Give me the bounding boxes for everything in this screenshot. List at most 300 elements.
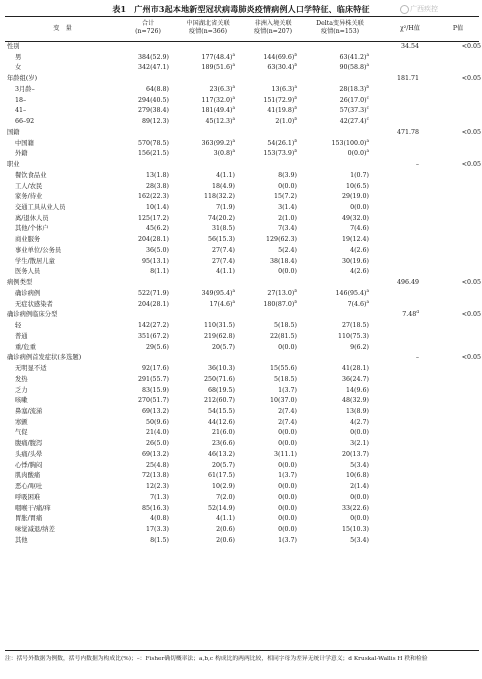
cell-imported xyxy=(235,42,297,53)
table-row xyxy=(5,396,482,407)
cell-imported xyxy=(235,428,297,439)
cell-p xyxy=(419,482,482,493)
cell-hubei xyxy=(169,149,235,160)
row-label-value: 性别 xyxy=(7,43,20,50)
cell-delta xyxy=(297,321,369,332)
cell-delta-value: 4(2.7) xyxy=(350,418,369,426)
cell-total xyxy=(122,407,169,418)
cell-hubei-value: 31(8.5) xyxy=(212,225,235,233)
cell-imported xyxy=(232,63,297,74)
row-label xyxy=(5,450,122,461)
cell-imported xyxy=(235,321,297,332)
row-label xyxy=(5,482,122,493)
cell-delta xyxy=(297,450,369,461)
cell-hubei xyxy=(169,300,235,311)
cell-imported xyxy=(235,235,297,246)
cell-delta-value: 2(1.4) xyxy=(350,483,369,491)
cell-hubei-value: 110(31.5) xyxy=(204,322,235,330)
cell-hubei-superscript: a xyxy=(232,95,235,100)
cell-total-value: 522(71.9) xyxy=(138,289,169,297)
cell-delta-value: 33(22.6) xyxy=(342,504,369,512)
row-label xyxy=(5,128,122,139)
cell-hubei-value: 20(5.7) xyxy=(212,343,235,351)
cell-imported xyxy=(235,332,297,343)
cell-hubei-value: 181(49.4) xyxy=(201,107,233,115)
cell-delta-value: 7(4.6) xyxy=(350,225,369,233)
cell-total-value: 570(78.5) xyxy=(138,139,169,147)
cell-stat xyxy=(369,42,419,53)
cell-delta xyxy=(297,106,369,117)
table-row xyxy=(5,139,482,150)
table-title-text: 广州市3起本地新型冠状病毒肺炎疫情病例人口学特征、临床特征 xyxy=(134,4,370,14)
cell-imported xyxy=(235,482,297,493)
cell-imported xyxy=(235,375,297,386)
cell-stat xyxy=(366,299,419,311)
cell-total-value: 204(28.1) xyxy=(138,236,169,244)
row-label-value: 交通工具从业人员 xyxy=(15,204,66,212)
cell-delta-value: 27(18.5) xyxy=(342,322,369,330)
table-row xyxy=(5,106,482,117)
cell-delta-value: 15(10.3) xyxy=(342,526,369,534)
cell-delta-value: 36(24.7) xyxy=(342,375,369,383)
cell-hubei-value: 4(1.1) xyxy=(216,268,235,276)
cell-delta-value: 146(95.4) xyxy=(335,289,367,297)
cell-total-value: 17(3.3) xyxy=(146,526,169,534)
cell-imported-value: 15(55.6) xyxy=(270,365,297,373)
cell-p-value: <0.05 xyxy=(461,128,481,136)
cell-delta xyxy=(297,149,369,160)
cell-p xyxy=(419,257,482,268)
cell-imported-value: 151(72.9) xyxy=(263,96,295,104)
cell-hubei xyxy=(169,332,235,343)
cell-hubei-superscript: a xyxy=(232,117,235,122)
table-row xyxy=(5,482,482,493)
cell-total xyxy=(122,139,169,150)
cell-hubei xyxy=(169,224,235,235)
row-label-value: 心悸/胸闷 xyxy=(15,461,43,469)
cell-hubei xyxy=(169,171,235,182)
cell-delta-superscript: a xyxy=(366,288,369,293)
cell-imported xyxy=(235,525,297,536)
cell-imported xyxy=(235,160,297,171)
cell-imported xyxy=(232,288,297,300)
cell-imported-value: 38(18.4) xyxy=(270,257,297,265)
cell-total xyxy=(122,192,169,203)
row-label-value: 确诊病例 xyxy=(15,289,41,297)
cell-stat xyxy=(366,63,419,74)
cell-stat xyxy=(369,171,419,182)
cell-hubei xyxy=(169,53,235,64)
table-row xyxy=(5,117,482,128)
bottom-rule xyxy=(5,650,479,651)
cell-total-value: 4(0.8) xyxy=(150,515,169,523)
table-row xyxy=(5,182,482,193)
table-row xyxy=(5,461,482,472)
header-total-2: (n=726) xyxy=(135,28,161,35)
cell-delta-value: 49(32.0) xyxy=(342,214,369,222)
row-label xyxy=(5,214,122,225)
cell-delta-value: 7(4.6) xyxy=(347,300,367,308)
row-label xyxy=(5,74,122,85)
row-label-value: 腹痛/腹泻 xyxy=(15,440,43,448)
table-row xyxy=(5,514,482,525)
cell-imported-superscript: b xyxy=(294,138,297,143)
cell-stat xyxy=(369,418,419,429)
row-label-value: 国籍 xyxy=(7,128,20,136)
cell-imported xyxy=(232,52,297,64)
cell-imported-value: 1(3.7) xyxy=(278,536,297,544)
data-table xyxy=(5,42,482,547)
cell-p xyxy=(419,74,482,85)
cell-hubei xyxy=(169,235,235,246)
section-row xyxy=(5,42,482,53)
cell-hubei-value: 23(6.3) xyxy=(209,85,233,93)
row-label-value: 呼吸困难 xyxy=(15,493,41,501)
cell-hubei-value: 46(13.2) xyxy=(208,450,235,458)
cell-total xyxy=(122,300,169,311)
cell-total-value: 50(9.6) xyxy=(146,418,169,426)
row-label xyxy=(5,192,122,203)
cell-p xyxy=(419,386,482,397)
cell-p-value: <0.05 xyxy=(461,161,481,169)
cell-stat xyxy=(369,461,419,472)
cell-stat xyxy=(369,428,419,439)
cell-hubei-value: 17(4.6) xyxy=(209,300,233,308)
cell-imported-value: 13(6.3) xyxy=(271,85,295,93)
table-row xyxy=(5,364,482,375)
cell-p xyxy=(419,343,482,354)
cell-delta-superscript: c xyxy=(366,95,369,100)
cell-total xyxy=(122,96,169,107)
cell-p xyxy=(419,85,482,96)
cell-total xyxy=(122,482,169,493)
cell-imported-value: 5(18.5) xyxy=(274,375,297,383)
row-label xyxy=(5,53,122,64)
cell-delta-value: 4(2.6) xyxy=(350,268,369,276)
cell-hubei-value: 56(15.3) xyxy=(208,236,235,244)
row-label xyxy=(5,364,122,375)
cell-delta xyxy=(297,471,369,482)
table-header xyxy=(5,17,479,41)
cell-total xyxy=(122,246,169,257)
cell-delta-value: 63(41.2) xyxy=(339,53,367,61)
cell-imported xyxy=(235,182,297,193)
cell-total xyxy=(122,289,169,300)
cell-hubei xyxy=(169,128,235,139)
table-row xyxy=(5,257,482,268)
cell-imported xyxy=(235,278,297,289)
cell-hubei xyxy=(169,106,235,117)
cell-total xyxy=(122,257,169,268)
table-row xyxy=(5,504,482,515)
cell-hubei xyxy=(169,525,235,536)
cell-delta-value: 0(0.0) xyxy=(350,515,369,523)
cell-hubei-value: 27(7.4) xyxy=(212,257,235,265)
cell-total xyxy=(122,461,169,472)
cell-total xyxy=(122,160,169,171)
row-label-value: 轻 xyxy=(15,322,22,330)
cell-p xyxy=(419,428,482,439)
row-label-value: 头痛/头晕 xyxy=(15,450,43,458)
cell-delta xyxy=(297,461,369,472)
cell-stat xyxy=(369,375,419,386)
cell-p xyxy=(419,332,482,343)
cell-stat xyxy=(369,278,419,289)
row-label-value: 胃胀/胃痛 xyxy=(15,515,43,523)
cell-stat-value: – xyxy=(415,161,419,169)
cell-imported-value: 0(0.0) xyxy=(278,483,297,491)
cell-hubei-value: 23(6.6) xyxy=(212,440,235,448)
cell-delta xyxy=(297,418,369,429)
cell-p xyxy=(419,42,482,53)
cell-p xyxy=(419,461,482,472)
cell-imported-superscript: b xyxy=(294,299,297,304)
cell-delta-value: 5(3.4) xyxy=(350,461,369,469)
cell-delta-value: 29(19.0) xyxy=(342,193,369,201)
cell-total-value: 291(55.7) xyxy=(138,375,169,383)
cell-delta-superscript: a xyxy=(366,52,369,57)
cell-total-value: 10(1.4) xyxy=(146,204,169,212)
cell-stat xyxy=(369,235,419,246)
cell-stat xyxy=(366,117,419,128)
table-row xyxy=(5,235,482,246)
table-row xyxy=(5,428,482,439)
cell-stat xyxy=(369,310,419,321)
cell-p xyxy=(419,407,482,418)
cell-delta-value: 57(37.3) xyxy=(339,107,367,115)
table-row xyxy=(5,289,482,300)
cell-hubei-value: 363(99.2) xyxy=(201,139,233,147)
cell-delta-value: 90(58.8) xyxy=(339,64,367,72)
cell-stat xyxy=(369,504,419,515)
header-imported-1: 非洲入境关联 xyxy=(254,20,292,27)
cell-hubei xyxy=(169,407,235,418)
cell-imported-value: 41(19.8) xyxy=(267,107,295,115)
cell-delta-value: 26(17.0) xyxy=(339,96,367,104)
cell-delta xyxy=(297,364,369,375)
cell-delta-value: 153(100.0) xyxy=(331,139,367,147)
row-label-value: 工人/农民 xyxy=(15,182,43,190)
cell-imported xyxy=(235,267,297,278)
cell-delta-value: 42(27.4) xyxy=(339,118,367,126)
cell-total xyxy=(122,106,169,117)
table-row xyxy=(5,149,482,160)
cell-total xyxy=(122,343,169,354)
cell-p xyxy=(419,514,482,525)
row-label-value: 重/危重 xyxy=(15,343,37,351)
cell-stat xyxy=(369,332,419,343)
cell-hubei xyxy=(169,493,235,504)
row-label xyxy=(5,149,122,160)
table-row xyxy=(5,375,482,386)
cell-imported xyxy=(235,203,297,214)
cell-total xyxy=(122,386,169,397)
cell-stat-value: 34.54 xyxy=(400,43,419,50)
cell-hubei-superscript: a xyxy=(232,299,235,304)
cell-hubei xyxy=(169,117,235,128)
cell-hubei xyxy=(169,203,235,214)
cell-total xyxy=(122,375,169,386)
cell-total-value: 351(67.2) xyxy=(138,332,169,340)
cell-delta xyxy=(297,74,369,85)
cell-delta-value: 0(0.0) xyxy=(350,493,369,501)
cell-hubei-value: 10(2.9) xyxy=(212,483,235,491)
cell-p xyxy=(419,310,482,321)
table-row xyxy=(5,85,482,96)
cell-hubei-value: 212(60.7) xyxy=(204,397,235,405)
row-label xyxy=(5,514,122,525)
cell-imported-value: 1(3.7) xyxy=(278,386,297,394)
cell-imported-value: 5(18.5) xyxy=(274,322,297,330)
table-number: 表1 xyxy=(112,4,127,14)
cell-p xyxy=(419,321,482,332)
cell-delta xyxy=(297,96,369,107)
cell-total xyxy=(122,203,169,214)
cell-imported-value: 129(62.3) xyxy=(266,236,297,244)
cell-delta xyxy=(297,514,369,525)
cell-delta-superscript: c xyxy=(366,106,369,111)
row-label xyxy=(5,42,122,53)
header-imported-2: 疫情(n=207) xyxy=(253,28,293,35)
cell-stat xyxy=(369,224,419,235)
row-label-value: 咽喉干/痛/痒 xyxy=(15,504,51,512)
table-row xyxy=(5,300,482,311)
cell-p xyxy=(419,160,482,171)
cell-total-value: 83(15.9) xyxy=(142,386,169,394)
cell-imported-value: 1(3.7) xyxy=(278,472,297,480)
table-row xyxy=(5,53,482,64)
cell-p xyxy=(419,364,482,375)
cell-imported-value: 0(0.0) xyxy=(278,182,297,190)
cell-stat xyxy=(366,95,419,107)
cell-delta-value: 1(0.7) xyxy=(350,171,369,179)
cell-imported xyxy=(232,149,297,160)
row-label-value: 职业 xyxy=(7,161,20,169)
cell-hubei xyxy=(169,343,235,354)
cell-hubei xyxy=(169,278,235,289)
cell-hubei xyxy=(169,139,235,150)
row-label xyxy=(5,343,122,354)
cell-imported xyxy=(235,128,297,139)
cell-delta xyxy=(297,482,369,493)
cell-stat xyxy=(369,493,419,504)
cell-imported-value: 3(11.1) xyxy=(274,450,297,458)
row-label-value: 66–92 xyxy=(15,118,35,126)
header-delta-2: 疫情(n=153) xyxy=(320,28,360,35)
row-label-value: 41– xyxy=(15,107,27,115)
cell-imported xyxy=(235,504,297,515)
row-label xyxy=(5,525,122,536)
cell-stat xyxy=(369,471,419,482)
cell-stat xyxy=(369,192,419,203)
row-label xyxy=(5,246,122,257)
cell-stat xyxy=(369,85,419,96)
row-label xyxy=(5,396,122,407)
cell-delta xyxy=(297,343,369,354)
cell-p xyxy=(419,192,482,203)
cell-hubei xyxy=(169,364,235,375)
cell-delta-value: 9(6.2) xyxy=(350,343,369,351)
cell-imported-value: 0(0.0) xyxy=(278,429,297,437)
table-row xyxy=(5,171,482,182)
table-row xyxy=(5,525,482,536)
cell-delta xyxy=(297,182,369,193)
cell-p xyxy=(419,149,482,160)
cell-total-value: 25(4.8) xyxy=(146,461,169,469)
row-label xyxy=(5,224,122,235)
cell-hubei-value: 117(32.0) xyxy=(201,96,233,104)
cell-delta-value: 10(6.8) xyxy=(346,472,369,480)
cell-delta xyxy=(297,407,369,418)
row-label xyxy=(5,428,122,439)
cell-total xyxy=(122,85,169,96)
cell-delta xyxy=(297,428,369,439)
cell-hubei-value: 189(51.6) xyxy=(201,64,233,72)
row-label-value: 中国籍 xyxy=(15,139,34,147)
row-label xyxy=(5,375,122,386)
cell-hubei-value: 45(12.3) xyxy=(205,118,233,126)
cell-imported-superscript: b xyxy=(294,117,297,122)
cell-total-value: 270(51.7) xyxy=(138,397,169,405)
cell-p-value: <0.05 xyxy=(461,43,481,50)
cell-delta xyxy=(297,214,369,225)
cell-stat xyxy=(369,407,419,418)
cell-total xyxy=(122,514,169,525)
table-row xyxy=(5,471,482,482)
cell-delta xyxy=(297,332,369,343)
cell-delta xyxy=(297,128,369,139)
row-label xyxy=(5,63,122,74)
cell-imported xyxy=(235,514,297,525)
table-row xyxy=(5,224,482,235)
cell-imported-value: 54(26.1) xyxy=(267,139,295,147)
row-label xyxy=(5,504,122,515)
cell-total-value: 8(1.5) xyxy=(150,536,169,544)
row-label-value: 其他 xyxy=(15,536,28,544)
cell-total xyxy=(122,525,169,536)
row-label-value: 确诊病例首发症状(多选题) xyxy=(7,354,82,362)
cell-p xyxy=(419,224,482,235)
cell-total-value: 162(22.3) xyxy=(138,193,169,201)
cell-total-value: 142(27.2) xyxy=(138,322,169,330)
cell-delta xyxy=(297,439,369,450)
table-row xyxy=(5,214,482,225)
cell-imported-value: 22(81.5) xyxy=(270,332,297,340)
row-label xyxy=(5,471,122,482)
cell-imported-value: 2(7.4) xyxy=(278,407,297,415)
cell-imported xyxy=(232,117,297,128)
cell-hubei-superscript: a xyxy=(232,63,235,68)
cell-imported-superscript: a xyxy=(294,84,297,89)
row-label-value: 无症状感染者 xyxy=(15,300,53,308)
cell-delta xyxy=(297,310,369,321)
cell-imported xyxy=(235,471,297,482)
cell-imported-value: 15(7.2) xyxy=(274,193,297,201)
row-label-value: 恶心/呕吐 xyxy=(15,483,43,491)
cell-hubei xyxy=(169,310,235,321)
row-label xyxy=(5,289,122,300)
cell-stat-value: 471.78 xyxy=(396,128,419,136)
table-row xyxy=(5,536,482,547)
cell-delta-value: 0(0.0) xyxy=(347,150,367,158)
section-row xyxy=(5,278,482,289)
cell-delta xyxy=(297,353,369,364)
cell-delta xyxy=(297,536,369,547)
cell-delta xyxy=(297,53,369,64)
cell-hubei-value: 3(0.8) xyxy=(213,150,233,158)
row-label-value: 学生/散居儿童 xyxy=(15,257,55,265)
row-label-value: 餐饮食品业 xyxy=(15,171,47,179)
